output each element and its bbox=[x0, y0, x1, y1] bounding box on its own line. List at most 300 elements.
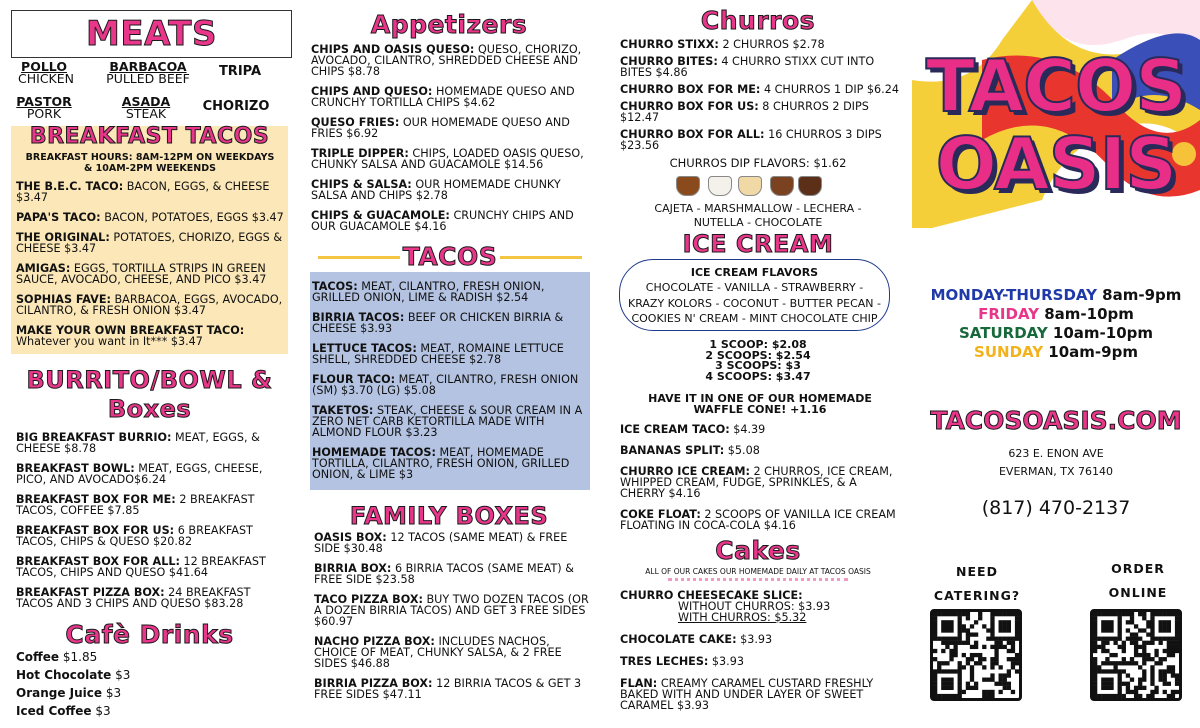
qr-module bbox=[978, 661, 982, 665]
qr-module bbox=[990, 665, 994, 669]
qr-module bbox=[945, 628, 949, 632]
menu-item-desc: $3.93 bbox=[711, 655, 744, 668]
qr-module bbox=[994, 649, 998, 653]
menu-item bbox=[314, 563, 590, 585]
qr-module bbox=[1142, 653, 1146, 657]
meat-name: TRIPA bbox=[218, 64, 262, 79]
qr-module bbox=[1122, 649, 1126, 653]
menu-item bbox=[620, 101, 900, 123]
qr-module bbox=[1130, 678, 1134, 682]
menu-item bbox=[620, 39, 900, 50]
qr-module bbox=[1138, 653, 1142, 657]
menu-item bbox=[311, 117, 591, 139]
qr-module bbox=[1015, 637, 1019, 641]
qr-module bbox=[949, 694, 953, 698]
qr-module bbox=[1171, 612, 1175, 616]
qr-module bbox=[1101, 624, 1105, 628]
qr-module bbox=[1175, 641, 1179, 645]
qr-module bbox=[1015, 628, 1019, 632]
dip-cup-icon bbox=[738, 176, 762, 196]
qr-module bbox=[949, 641, 953, 645]
qr-module bbox=[933, 624, 937, 628]
qr-module bbox=[999, 641, 1003, 645]
qr-module bbox=[1093, 661, 1097, 665]
qr-module bbox=[933, 657, 937, 661]
menu-item-name: BIRRIA BOX: bbox=[314, 562, 392, 575]
cakes-title: Cakes bbox=[715, 536, 801, 565]
qr-module bbox=[933, 649, 937, 653]
qr-module bbox=[953, 653, 957, 657]
qr-module bbox=[1163, 649, 1167, 653]
qr-module bbox=[933, 628, 937, 632]
qr-module bbox=[958, 641, 962, 645]
menu-item-desc: MEAT, EGGS, CHEESE, PICO, AND AVOCADO$6.24 bbox=[16, 462, 263, 486]
qr-module bbox=[1093, 665, 1097, 669]
scoop-price: 4 SCOOPS: $3.47 bbox=[705, 369, 811, 383]
qr-module bbox=[933, 632, 937, 636]
qr-module bbox=[1134, 653, 1138, 657]
drink-name: Coffee bbox=[16, 650, 60, 664]
qr-module bbox=[1109, 678, 1113, 682]
qr-module bbox=[1097, 612, 1101, 616]
qr-module bbox=[1101, 628, 1105, 632]
qr-module bbox=[1171, 669, 1175, 673]
logo-line-1: TACOS bbox=[925, 44, 1187, 128]
qr-module bbox=[949, 649, 953, 653]
qr-module bbox=[1150, 682, 1154, 686]
breakfast-list bbox=[16, 181, 291, 356]
qr-module bbox=[1105, 637, 1109, 641]
menu-item bbox=[620, 445, 900, 456]
qr-module bbox=[982, 657, 986, 661]
qr-module bbox=[1150, 620, 1154, 624]
menu-item-name: QUESO FRIES: bbox=[311, 116, 400, 129]
qr-module bbox=[966, 612, 970, 616]
qr-module bbox=[1130, 657, 1134, 661]
menu-item bbox=[620, 509, 900, 531]
meat-item bbox=[210, 66, 270, 78]
qr-module bbox=[962, 690, 966, 694]
menu-item-desc: 6 BREAKFAST TACOS, CHIPS & QUESO $20.82 bbox=[16, 524, 253, 548]
qr-module bbox=[1138, 628, 1142, 632]
qr-module bbox=[1118, 628, 1122, 632]
ice-cream-flavors-title: ICE CREAM FLAVORS bbox=[690, 266, 819, 279]
qr-module bbox=[1003, 673, 1007, 677]
qr-module bbox=[1163, 682, 1167, 686]
qr-module bbox=[937, 665, 941, 669]
qr-module bbox=[1003, 624, 1007, 628]
qr-module bbox=[958, 624, 962, 628]
qr-module bbox=[986, 678, 990, 682]
qr-module bbox=[941, 641, 945, 645]
qr-module bbox=[1007, 669, 1011, 673]
qr-module bbox=[974, 641, 978, 645]
qr-module bbox=[945, 641, 949, 645]
meats-title: MEATS bbox=[86, 14, 217, 54]
qr-module bbox=[999, 673, 1003, 677]
qr-module bbox=[1142, 649, 1146, 653]
qr-module bbox=[1113, 653, 1117, 657]
qr-module bbox=[958, 682, 962, 686]
qr-module bbox=[1101, 641, 1105, 645]
qr-module bbox=[1109, 628, 1113, 632]
hours-row bbox=[912, 305, 1200, 324]
qr-module bbox=[1122, 694, 1126, 698]
qr-module bbox=[1011, 645, 1015, 649]
meat-name: BARBACOA bbox=[109, 59, 187, 74]
menu-item-desc: EGGS, TORTILLA STRIPS IN GREEN SAUCE, AVOCADO, CHEESE, AND PICO $3.47 bbox=[16, 262, 267, 286]
qr-module bbox=[1138, 682, 1142, 686]
drink-name: Iced Coffee bbox=[16, 704, 92, 718]
address-line: 623 E. ENON AVE bbox=[1008, 447, 1104, 460]
menu-item-desc: MEAT, CILANTRO, FRESH ONION (SM) $3.70 (LG) $5.08 bbox=[312, 373, 579, 397]
qr-module bbox=[937, 669, 941, 673]
qr-module bbox=[1163, 620, 1167, 624]
menu-item-name: CHURRO BOX FOR US: bbox=[620, 100, 759, 113]
qr-module bbox=[962, 653, 966, 657]
menu-item-desc: BACON, POTATOES, EGGS $3.47 bbox=[104, 211, 284, 224]
churros-list bbox=[620, 39, 900, 157]
qr-module bbox=[1118, 645, 1122, 649]
qr-module bbox=[1134, 694, 1138, 698]
qr-module bbox=[1138, 637, 1142, 641]
menu-item-name: BANANAS SPLIT: bbox=[620, 444, 725, 457]
qr-module bbox=[945, 686, 949, 690]
qr-module bbox=[933, 682, 937, 686]
qr-module bbox=[982, 678, 986, 682]
qr-module bbox=[1167, 624, 1171, 628]
qr-module bbox=[986, 628, 990, 632]
dip-flavors-line: NUTELLA - CHOCOLATE bbox=[693, 216, 823, 229]
qr-module bbox=[1126, 686, 1130, 690]
qr-module bbox=[1171, 645, 1175, 649]
qr-module bbox=[1146, 657, 1150, 661]
qr-module bbox=[1134, 637, 1138, 641]
qr-module bbox=[1154, 690, 1158, 694]
menu-item-desc: CHIPS, LOADED OASIS QUESO, CHUNKY SALSA AND GUACAMOLE $14.56 bbox=[311, 147, 584, 171]
qr-module bbox=[1163, 612, 1167, 616]
scoop-price: 3 SCOOPS: $3 bbox=[715, 359, 801, 372]
qr-module bbox=[1150, 637, 1154, 641]
hours-time: 10am-10pm bbox=[1052, 324, 1154, 342]
menu-item-desc: BEEF OR CHICKEN BIRRIA & CHEESE $3.93 bbox=[312, 311, 564, 335]
menu-item bbox=[314, 678, 590, 700]
flavor-line: CHOCOLATE - VANILLA - STRAWBERRY - bbox=[645, 281, 864, 294]
qr-module bbox=[978, 616, 982, 620]
qr-module bbox=[1167, 694, 1171, 698]
cakes-dotted-divider bbox=[668, 578, 848, 581]
qr-module bbox=[1101, 686, 1105, 690]
menu-item-desc: 2 BREAKFAST TACOS, COFFEE $7.85 bbox=[16, 493, 255, 517]
burrito-list bbox=[16, 432, 291, 618]
menu-item-name: CHURRO ICE CREAM: bbox=[620, 465, 750, 478]
menu-item-name: CHIPS AND OASIS QUESO: bbox=[311, 43, 475, 56]
qr-module bbox=[974, 645, 978, 649]
qr-module bbox=[953, 612, 957, 616]
qr-module bbox=[1122, 669, 1126, 673]
order-online-qr-code[interactable] bbox=[1090, 609, 1182, 701]
menu-item-name: TACO PIZZA BOX: bbox=[314, 593, 423, 606]
qr-module bbox=[1159, 624, 1163, 628]
qr-module bbox=[1134, 661, 1138, 665]
menu-item bbox=[16, 212, 291, 223]
tacos-oasis-logo bbox=[912, 0, 1200, 228]
qr-module bbox=[958, 612, 962, 616]
qr-module bbox=[949, 637, 953, 641]
menu-item-name: LETTUCE TACOS: bbox=[312, 342, 417, 355]
qr-module bbox=[1101, 661, 1105, 665]
qr-module bbox=[941, 678, 945, 682]
qr-module bbox=[1093, 612, 1097, 616]
qr-module bbox=[941, 694, 945, 698]
qr-module bbox=[1159, 612, 1163, 616]
qr-module bbox=[1093, 657, 1097, 661]
qr-module bbox=[1118, 669, 1122, 673]
qr-module bbox=[1175, 673, 1179, 677]
menu-item bbox=[311, 44, 591, 77]
qr-module bbox=[1159, 661, 1163, 665]
qr-module bbox=[974, 682, 978, 686]
qr-module bbox=[945, 620, 949, 624]
qr-module bbox=[999, 690, 1003, 694]
qr-module bbox=[1093, 690, 1097, 694]
qr-module bbox=[941, 682, 945, 686]
catering-label-line: NEED bbox=[956, 564, 998, 579]
qr-module bbox=[1126, 637, 1130, 641]
qr-module bbox=[1167, 620, 1171, 624]
qr-module bbox=[1007, 624, 1011, 628]
qr-module bbox=[1163, 690, 1167, 694]
qr-module bbox=[990, 661, 994, 665]
drinks-title: Cafè Drinks bbox=[65, 620, 234, 649]
scoop-price: 2 SCOOPS: $2.54 bbox=[705, 348, 811, 362]
cakes-list bbox=[620, 590, 900, 722]
menu-item-desc: MEAT, HOMEMADE TORTILLA, CILANTRO, FRESH ONION, GRILLED ONION, & LIME $3 bbox=[312, 446, 570, 481]
meat-item bbox=[18, 59, 74, 86]
qr-pattern bbox=[933, 612, 1019, 698]
qr-module bbox=[1175, 678, 1179, 682]
qr-module bbox=[1015, 632, 1019, 636]
qr-module bbox=[1134, 641, 1138, 645]
qr-module bbox=[970, 669, 974, 673]
qr-module bbox=[1138, 694, 1142, 698]
qr-module bbox=[1118, 612, 1122, 616]
menu-item-desc: 2 CHURROS, ICE CREAM, WHIPPED CREAM, FUDGE, SPRINKLES, & A CHERRY $4.16 bbox=[620, 465, 893, 500]
qr-module bbox=[958, 632, 962, 636]
drink-item bbox=[16, 652, 291, 663]
qr-module bbox=[933, 612, 937, 616]
qr-module bbox=[974, 653, 978, 657]
qr-module bbox=[990, 612, 994, 616]
qr-module bbox=[1146, 620, 1150, 624]
qr-module bbox=[958, 661, 962, 665]
address bbox=[912, 445, 1200, 481]
opening-hours bbox=[912, 286, 1200, 362]
qr-module bbox=[945, 612, 949, 616]
qr-module bbox=[1159, 673, 1163, 677]
qr-module bbox=[990, 620, 994, 624]
qr-module bbox=[1175, 616, 1179, 620]
menu-item bbox=[314, 532, 590, 554]
qr-module bbox=[990, 624, 994, 628]
qr-module bbox=[994, 641, 998, 645]
catering-label bbox=[922, 560, 1032, 608]
qr-module bbox=[958, 616, 962, 620]
appetizers-list bbox=[311, 44, 591, 241]
qr-module bbox=[999, 682, 1003, 686]
qr-module bbox=[1113, 694, 1117, 698]
qr-module bbox=[990, 628, 994, 632]
menu-item-desc: $3.93 bbox=[740, 633, 773, 646]
menu-item-name: CHURRO CHEESECAKE SLICE: bbox=[620, 589, 803, 602]
menu-item bbox=[16, 294, 291, 316]
qr-module bbox=[1105, 694, 1109, 698]
menu-item bbox=[620, 656, 900, 667]
qr-module bbox=[1007, 673, 1011, 677]
menu-item-desc: INCLUDES NACHOS, CHOICE OF MEAT, CHUNKY SALSA, & 2 FREE SIDES $46.88 bbox=[314, 635, 562, 670]
menu-item bbox=[312, 374, 590, 396]
qr-module bbox=[1011, 661, 1015, 665]
qr-module bbox=[962, 628, 966, 632]
qr-module bbox=[1109, 612, 1113, 616]
qr-module bbox=[990, 694, 994, 698]
menu-item bbox=[314, 594, 590, 627]
qr-module bbox=[974, 661, 978, 665]
qr-module bbox=[1150, 641, 1154, 645]
qr-module bbox=[986, 694, 990, 698]
qr-module bbox=[1146, 632, 1150, 636]
qr-module bbox=[1105, 649, 1109, 653]
qr-module bbox=[1130, 641, 1134, 645]
qr-module bbox=[1011, 657, 1015, 661]
qr-module bbox=[1105, 657, 1109, 661]
ice-cream-title: ICE CREAM bbox=[682, 230, 834, 258]
qr-module bbox=[1175, 620, 1179, 624]
qr-module bbox=[1015, 612, 1019, 616]
qr-module bbox=[1175, 690, 1179, 694]
qr-module bbox=[941, 624, 945, 628]
qr-module bbox=[999, 665, 1003, 669]
qr-module bbox=[958, 665, 962, 669]
qr-module bbox=[982, 694, 986, 698]
qr-module bbox=[1130, 632, 1134, 636]
menu-item bbox=[312, 281, 590, 303]
qr-module bbox=[1171, 694, 1175, 698]
menu-item bbox=[16, 181, 291, 203]
qr-module bbox=[1101, 682, 1105, 686]
menu-item bbox=[312, 447, 590, 480]
qr-module bbox=[994, 653, 998, 657]
qr-module bbox=[941, 620, 945, 624]
meat-item bbox=[13, 96, 75, 120]
qr-module bbox=[1093, 678, 1097, 682]
qr-module bbox=[999, 628, 1003, 632]
menu-item-name: CHURRO BOX FOR ALL: bbox=[620, 128, 765, 141]
qr-module bbox=[982, 665, 986, 669]
qr-module bbox=[1130, 620, 1134, 624]
qr-module bbox=[1167, 612, 1171, 616]
qr-module bbox=[1150, 628, 1154, 632]
catering-qr-code[interactable] bbox=[930, 609, 1022, 701]
qr-module bbox=[1007, 641, 1011, 645]
menu-item-name: CHOCOLATE CAKE: bbox=[620, 633, 737, 646]
qr-module bbox=[1167, 645, 1171, 649]
qr-module bbox=[949, 657, 953, 661]
qr-module bbox=[1007, 682, 1011, 686]
qr-module bbox=[1101, 678, 1105, 682]
order-label-line: ORDER bbox=[1111, 561, 1165, 576]
menu-item bbox=[620, 466, 900, 499]
menu-item-name: CHIPS AND QUESO: bbox=[311, 85, 433, 98]
menu-item-desc: Whatever you want in It*** $3.47 bbox=[16, 335, 203, 348]
menu-item-desc: 4 CHURROS 1 DIP $6.24 bbox=[763, 83, 899, 96]
qr-module bbox=[999, 624, 1003, 628]
website-link[interactable]: TACOSOASIS.COM bbox=[930, 406, 1182, 435]
qr-module bbox=[1015, 620, 1019, 624]
menu-item-name: TAKETOS: bbox=[312, 404, 374, 417]
menu-item bbox=[312, 312, 590, 334]
qr-module bbox=[1171, 665, 1175, 669]
qr-module bbox=[1126, 628, 1130, 632]
qr-module bbox=[945, 694, 949, 698]
qr-module bbox=[999, 637, 1003, 641]
qr-module bbox=[1163, 657, 1167, 661]
qr-module bbox=[1167, 665, 1171, 669]
menu-item-name: COKE FLOAT: bbox=[620, 508, 701, 521]
menu-item bbox=[16, 494, 291, 516]
qr-module bbox=[1011, 649, 1015, 653]
menu-item-name: BIRRIA TACOS: bbox=[312, 311, 405, 324]
qr-module bbox=[1003, 612, 1007, 616]
qr-module bbox=[958, 669, 962, 673]
qr-module bbox=[1142, 669, 1146, 673]
menu-item-name: TRES LECHES: bbox=[620, 655, 709, 668]
menu-item-desc: POTATOES, CHORIZO, EGGS & CHEESE $3.47 bbox=[16, 231, 283, 255]
qr-module bbox=[958, 628, 962, 632]
qr-module bbox=[1163, 624, 1167, 628]
meat-sub: STEAK bbox=[125, 106, 167, 121]
qr-module bbox=[949, 628, 953, 632]
burrito-title: BURRITO/BOWL & Boxes bbox=[26, 366, 273, 423]
qr-module bbox=[1163, 678, 1167, 682]
menu-item bbox=[314, 636, 590, 669]
menu-item-desc: CREAMY CARAMEL CUSTARD FRESHLY BAKED WITH AND UNDER LAYER OF SWEET CARAMEL $3.93 bbox=[620, 677, 874, 712]
menu-item-name: CHIPS & SALSA: bbox=[311, 178, 412, 191]
qr-module bbox=[994, 682, 998, 686]
qr-module bbox=[1105, 641, 1109, 645]
qr-module bbox=[1150, 690, 1154, 694]
menu-item-name: TACOS: bbox=[312, 280, 358, 293]
qr-module bbox=[1093, 624, 1097, 628]
menu-item-name: SOPHIAS FAVE: bbox=[16, 293, 111, 306]
menu-item-desc: 12 TACOS (SAME MEAT) & FREE SIDE $30.48 bbox=[314, 531, 568, 555]
qr-module bbox=[958, 673, 962, 677]
qr-module bbox=[1138, 612, 1142, 616]
qr-module bbox=[1007, 686, 1011, 690]
qr-module bbox=[990, 673, 994, 677]
phone-number[interactable]: (817) 470-2137 bbox=[981, 497, 1131, 519]
qr-module bbox=[999, 645, 1003, 649]
dip-cup-icon bbox=[708, 176, 732, 196]
qr-module bbox=[945, 682, 949, 686]
qr-module bbox=[1109, 653, 1113, 657]
qr-module bbox=[1011, 612, 1015, 616]
drink-name: Orange Juice bbox=[16, 686, 103, 700]
qr-module bbox=[1142, 645, 1146, 649]
qr-module bbox=[1109, 669, 1113, 673]
scoop-price: 1 SCOOP: $2.08 bbox=[709, 338, 807, 351]
qr-module bbox=[966, 657, 970, 661]
